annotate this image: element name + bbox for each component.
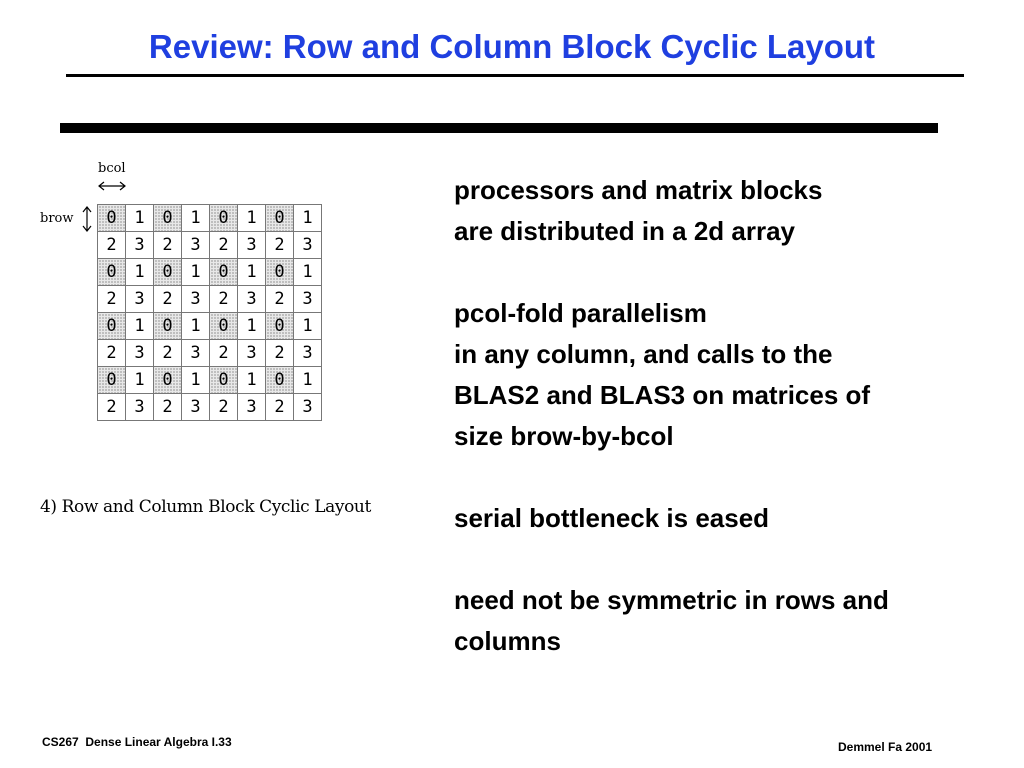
grid-cell: 2 <box>210 232 238 259</box>
grid-cell: 2 <box>98 286 126 313</box>
grid-cell: 0 <box>98 205 126 232</box>
grid-cell: 0 <box>154 367 182 394</box>
slide-body <box>454 170 1024 662</box>
grid-cell: 2 <box>154 232 182 259</box>
grid-cell: 2 <box>154 394 182 421</box>
grid-cell: 2 <box>210 340 238 367</box>
grid-cell: 0 <box>266 367 294 394</box>
grid-row <box>98 259 322 286</box>
grid-cell: 1 <box>294 259 322 286</box>
brow-double-arrow-icon <box>81 205 93 233</box>
grid-cell: 2 <box>266 340 294 367</box>
grid-cell: 0 <box>266 313 294 340</box>
bcol-double-arrow-icon <box>96 180 128 192</box>
grid-cell: 0 <box>154 205 182 232</box>
grid-cell: 1 <box>294 205 322 232</box>
grid-cell: 0 <box>210 313 238 340</box>
grid-cell: 1 <box>126 367 154 394</box>
grid-cell: 3 <box>182 340 210 367</box>
body-line: in any column, and calls to the <box>454 339 833 369</box>
grid-cell: 3 <box>238 394 266 421</box>
grid-cell: 1 <box>126 313 154 340</box>
grid-cell: 2 <box>98 340 126 367</box>
grid-cell: 0 <box>210 205 238 232</box>
grid-cell: 3 <box>182 394 210 421</box>
body-line: serial bottleneck is eased <box>454 503 770 533</box>
title-underline <box>66 74 964 77</box>
grid-cell: 3 <box>182 286 210 313</box>
grid-cell: 2 <box>266 394 294 421</box>
grid-cell: 1 <box>238 259 266 286</box>
grid-cell: 3 <box>126 286 154 313</box>
slide-title: Review: Row and Column Block Cyclic Layout <box>148 28 876 65</box>
footer-course: CS267 Dense Linear Algebra I.33 <box>42 735 232 749</box>
grid-cell: 0 <box>154 259 182 286</box>
figure-caption: 4) Row and Column Block Cyclic Layout <box>40 497 371 517</box>
grid-cell: 1 <box>294 367 322 394</box>
body-line: need not be symmetric in rows and <box>454 585 889 615</box>
paragraph-gap <box>454 539 1024 580</box>
grid-cell: 0 <box>266 205 294 232</box>
grid-cell: 2 <box>154 286 182 313</box>
grid-cell: 3 <box>238 232 266 259</box>
grid-cell: 1 <box>238 205 266 232</box>
grid-row <box>98 232 322 259</box>
grid-cell: 1 <box>182 205 210 232</box>
grid-cell: 2 <box>154 340 182 367</box>
grid-cell: 1 <box>126 259 154 286</box>
grid-cell: 0 <box>98 313 126 340</box>
grid-cell: 0 <box>210 259 238 286</box>
grid-cell: 3 <box>238 340 266 367</box>
grid-cell: 2 <box>98 232 126 259</box>
grid-cell: 3 <box>126 340 154 367</box>
grid-cell: 2 <box>210 286 238 313</box>
grid-row <box>98 340 322 367</box>
block-cyclic-figure <box>36 156 426 526</box>
paragraph-gap <box>454 457 1024 498</box>
grid-cell: 3 <box>294 286 322 313</box>
grid-cell: 3 <box>126 394 154 421</box>
grid-cell: 1 <box>182 259 210 286</box>
grid-row <box>98 367 322 394</box>
footer-author: Demmel Fa 2001 <box>838 740 933 754</box>
grid-row <box>98 394 322 421</box>
grid-cell: 1 <box>126 205 154 232</box>
grid-row <box>98 286 322 313</box>
grid-cell: 1 <box>182 367 210 394</box>
grid-cell: 1 <box>294 313 322 340</box>
grid-cell: 3 <box>126 232 154 259</box>
section-divider <box>60 123 938 133</box>
grid-cell: 0 <box>210 367 238 394</box>
grid-cell: 0 <box>266 259 294 286</box>
grid-row <box>98 313 322 340</box>
grid-cell: 3 <box>182 232 210 259</box>
body-line: BLAS2 and BLAS3 on matrices of <box>454 380 871 410</box>
body-line: are distributed in a 2d array <box>454 216 796 246</box>
grid-cell: 0 <box>98 367 126 394</box>
grid-cell: 2 <box>210 394 238 421</box>
grid-cell: 2 <box>266 232 294 259</box>
grid-cell: 0 <box>154 313 182 340</box>
grid-cell: 3 <box>294 394 322 421</box>
grid-cell: 2 <box>266 286 294 313</box>
grid-cell: 0 <box>98 259 126 286</box>
processor-grid <box>97 204 322 421</box>
grid-cell: 1 <box>182 313 210 340</box>
body-line: pcol-fold parallelism <box>454 298 707 328</box>
grid-cell: 3 <box>238 286 266 313</box>
grid-cell: 3 <box>294 232 322 259</box>
grid-cell: 2 <box>98 394 126 421</box>
grid-cell: 1 <box>238 313 266 340</box>
bcol-label: bcol <box>98 161 126 176</box>
body-line: columns <box>454 626 561 656</box>
paragraph-gap <box>454 252 1024 293</box>
body-line: size brow-by-bcol <box>454 421 674 451</box>
body-line: processors and matrix blocks <box>454 175 823 205</box>
grid-cell: 1 <box>238 367 266 394</box>
grid-cell: 3 <box>294 340 322 367</box>
grid-row <box>98 205 322 232</box>
brow-label: brow <box>40 211 74 226</box>
